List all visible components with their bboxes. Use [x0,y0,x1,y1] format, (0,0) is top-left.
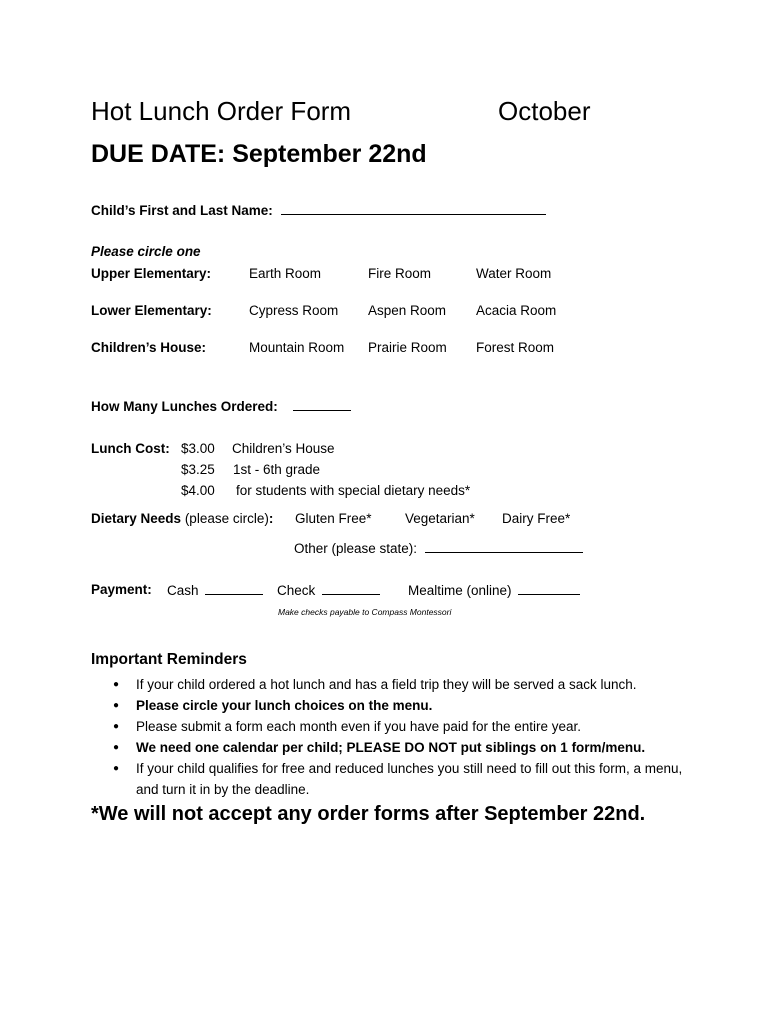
circle-instruction: Please circle one [91,244,201,259]
lunch-cost-label: Lunch Cost: [91,441,170,456]
room-option[interactable]: Cypress Room [249,303,339,318]
payment-option-mealtime[interactable]: Mealtime (online) [408,582,580,598]
check-payable-note: Make checks payable to Compass Montessori [278,607,452,617]
reminders-list [91,674,691,800]
room-option[interactable]: Fire Room [368,266,432,281]
dietary-option[interactable]: Dairy Free* [502,511,571,526]
payment-option-cash[interactable]: Cash [167,582,263,598]
dietary-option[interactable]: Vegetarian* [405,511,475,526]
cost-price: $3.25 [181,462,215,477]
lunches-ordered-row [91,398,351,414]
list-item: ● We need one calendar per child; PLEASE DO NOT put siblings on 1 form/menu. [91,737,691,758]
room-row-label: Upper Elementary: [91,266,212,281]
bullet-icon: ● [113,763,120,774]
cost-price: $4.00 [181,483,215,498]
bullet-icon: ● [113,679,120,690]
bullet-icon: ● [113,721,120,732]
dietary-other-field[interactable] [425,540,583,553]
cost-description: Children’s House [232,441,335,456]
payment-option-check[interactable]: Check [277,582,380,598]
payment-check-field[interactable] [322,582,380,595]
room-option[interactable]: Mountain Room [249,340,345,355]
room-option[interactable]: Acacia Room [476,303,557,318]
dietary-option[interactable]: Gluten Free* [295,511,372,526]
dietary-other-label: Other (please state): [294,541,418,556]
payment-mealtime-field[interactable] [518,582,580,595]
reminders-heading: Important Reminders [91,651,247,668]
bullet-icon: ● [113,700,120,711]
bullet-icon: ● [113,742,120,753]
room-row-label: Lower Elementary: [91,303,212,318]
cost-description: for students with special dietary needs* [236,483,471,498]
final-notice: *We will not accept any order forms after September 22nd. [91,803,646,825]
due-date: DUE DATE: September 22nd [91,140,427,168]
room-row-label: Children’s House: [91,340,207,355]
child-name-field[interactable] [281,202,546,215]
page-title: Hot Lunch Order Form [91,96,352,126]
lunches-ordered-label: How Many Lunches Ordered: [91,399,278,414]
lunches-ordered-field[interactable] [293,398,351,411]
room-option[interactable]: Water Room [476,266,552,281]
dietary-needs-label: Dietary Needs (please circle): [91,511,274,526]
cost-price: $3.00 [181,441,215,456]
list-item: ● Please submit a form each month even if you have paid for the entire year. [91,716,691,737]
room-option[interactable]: Prairie Room [368,340,447,355]
room-option[interactable]: Forest Room [476,340,555,355]
dietary-other-row [294,540,583,556]
child-name-row [91,202,546,218]
month-label: October [498,96,591,126]
list-item: ● If your child qualifies for free and reduced lunches you still need to fill out this form, a menu, and turn it in by the deadline. [91,758,691,800]
cost-description: 1st - 6th grade [233,462,321,477]
payment-label: Payment: [91,582,152,597]
payment-cash-field[interactable] [205,582,263,595]
room-option[interactable]: Aspen Room [368,303,447,318]
list-item: ● If your child ordered a hot lunch and has a field trip they will be served a sack lunch. [91,674,691,695]
list-item: ● Please circle your lunch choices on the menu. [91,695,691,716]
child-name-label: Child’s First and Last Name: [91,203,273,218]
room-option[interactable]: Earth Room [249,266,322,281]
